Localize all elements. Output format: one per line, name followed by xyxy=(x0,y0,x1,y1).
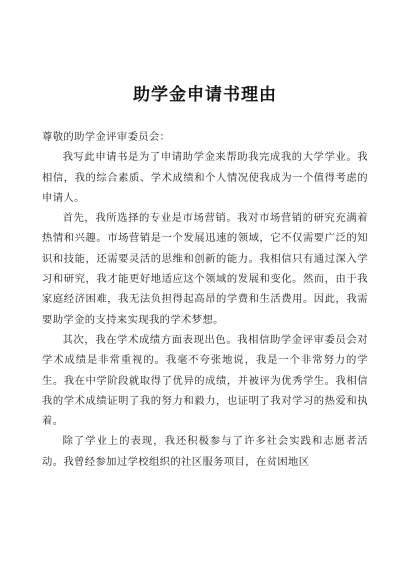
document-title: 助学金申请书理由 xyxy=(133,85,277,105)
paragraph-1: 我写此申请书是为了申请助学金来帮助我完成我的大学学业。我相信，我的综合素质、学术成绩和个人情况使我成为一个值得考虑的申请人。 xyxy=(42,151,368,204)
paragraph-2: 首先，我所选择的专业是市场营销。我对市场营销的研究充满着热情和兴趣。市场营销是一个发展迅速的领域，它不仅需要广泛的知识和技能，还需要灵活的思维和创新的能力。我相信只有通过深入学习和研究，我才能更好地适应这个领域的发展和变化。然而，由于我家庭经济困难，我无法负担得起高昂的学费和生活费用。因此，我需要助学金的支持来实现我的学术梦想。 xyxy=(42,212,368,326)
document-body xyxy=(42,127,368,472)
paragraph-4: 除了学业上的表现，我还积极参与了许多社会实践和志愿者活动。我曾经参加过学校组织的社区服务项目，在贫困地区 xyxy=(42,435,368,468)
paragraph-3: 其次，我在学术成绩方面表现出色。我相信助学金评审委员会对学术成绩是非常重视的。我毫不夸张地说，我是一个非常努力的学生。我在中学阶段就取得了优异的成绩，并被评为优秀学生。我相信我的学术成绩证明了我的努力和毅力，也证明了我对学习的热爱和执着。 xyxy=(42,333,368,428)
salutation: 尊敬的助学金评审委员会： xyxy=(42,131,171,143)
